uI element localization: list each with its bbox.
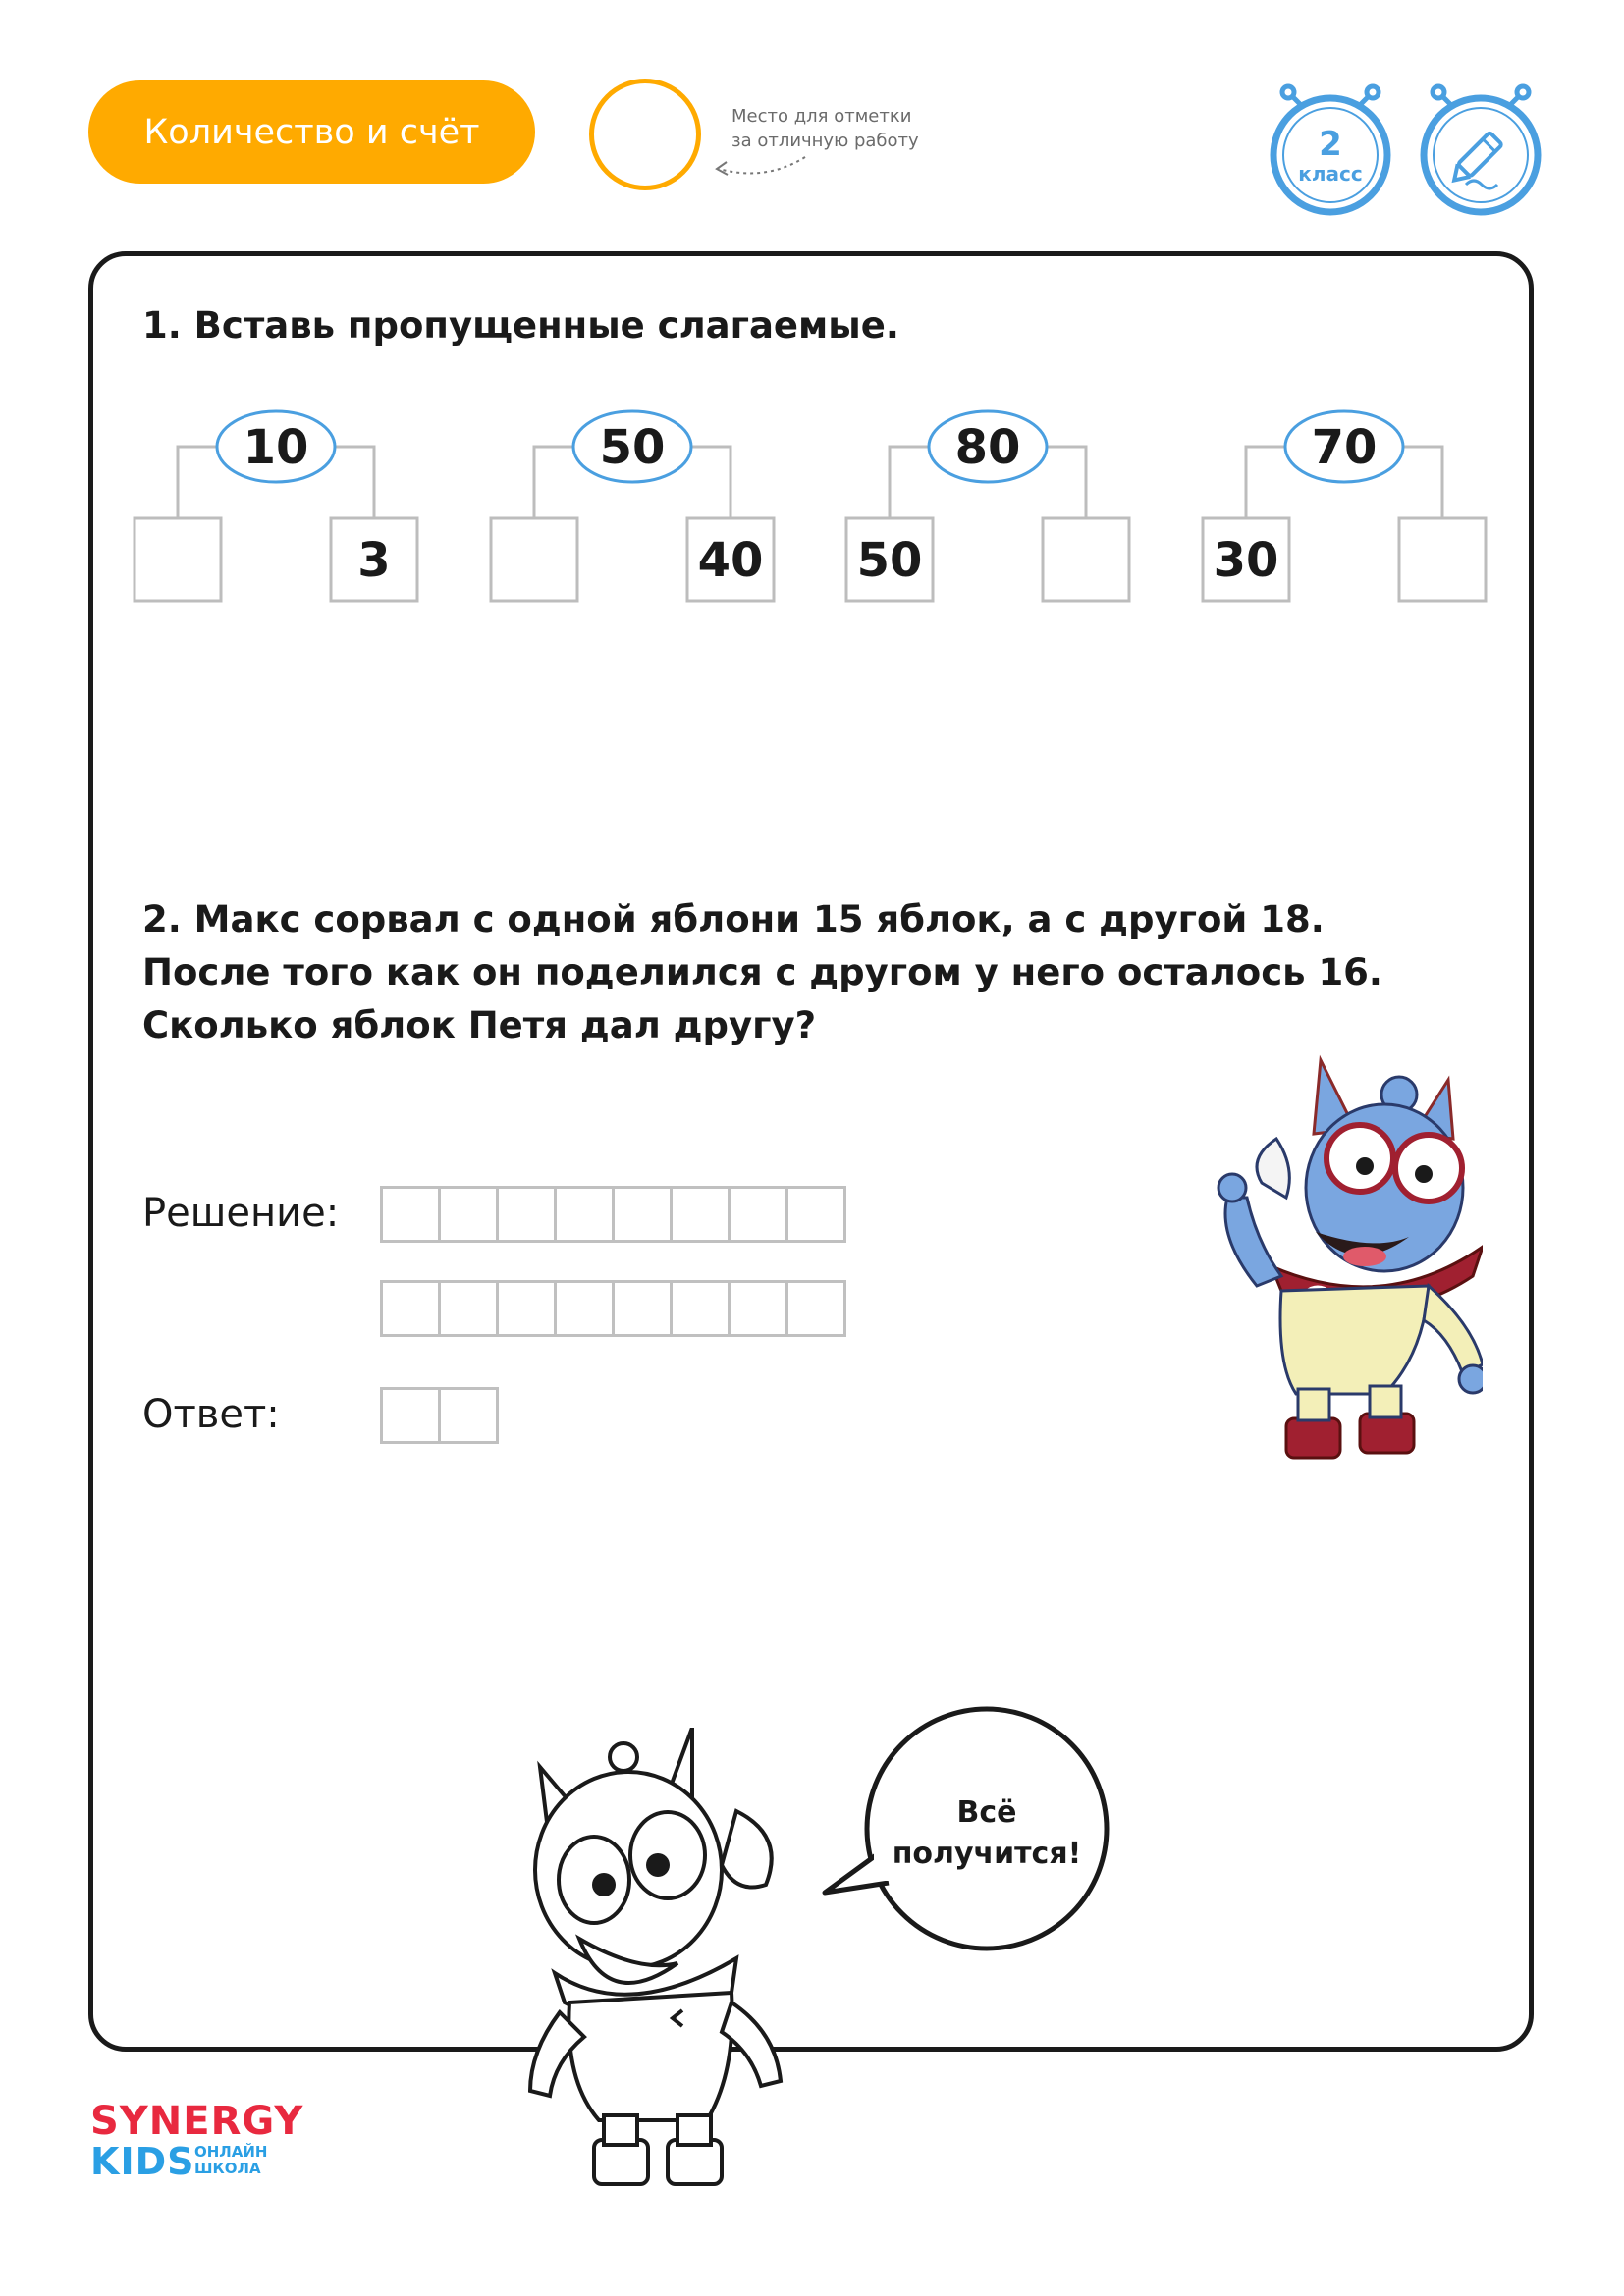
- task1-title: 1. Вставь пропущенные слагаемые.: [142, 304, 899, 347]
- grade-number: 2: [1319, 125, 1342, 164]
- addend-box-right[interactable]: [1399, 518, 1486, 601]
- logo-sub2: ШКОЛА: [194, 2160, 261, 2177]
- logo-synergy: SYNERGY: [90, 2099, 304, 2144]
- tree-total: 80: [954, 420, 1021, 475]
- addend-box-left[interactable]: [491, 518, 577, 601]
- solution-label: Решение:: [142, 1191, 340, 1236]
- rhino-mascot-color: [1188, 1041, 1483, 1472]
- answer-cell[interactable]: [380, 1387, 441, 1444]
- addend-value-right: 3: [357, 533, 391, 588]
- addend-value-left: 30: [1213, 533, 1279, 588]
- answer-cell[interactable]: [438, 1387, 499, 1444]
- solution-cell[interactable]: [785, 1186, 846, 1243]
- answer-label: Ответ:: [142, 1392, 280, 1437]
- mark-note-line1: Место для отметки: [731, 106, 912, 127]
- solution-cell[interactable]: [728, 1280, 788, 1337]
- task2-line2: После того как он поделился с другом у него осталось 16.: [142, 951, 1382, 993]
- addend-value-left: 50: [856, 533, 923, 588]
- solution-cell[interactable]: [728, 1186, 788, 1243]
- solution-cell[interactable]: [612, 1280, 673, 1337]
- solution-cell[interactable]: [554, 1186, 615, 1243]
- tree-total: 10: [243, 420, 309, 475]
- solution-cell[interactable]: [612, 1186, 673, 1243]
- solution-cell[interactable]: [670, 1280, 731, 1337]
- number-tree: [491, 411, 774, 601]
- solution-cell[interactable]: [785, 1280, 846, 1337]
- task2-line3: Сколько яблок Петя дал другу?: [142, 1004, 817, 1046]
- addend-value-right: 40: [697, 533, 764, 588]
- number-trees: [0, 0, 1624, 687]
- addend-box-left[interactable]: [135, 518, 221, 601]
- addend-box-right[interactable]: [1043, 518, 1129, 601]
- task2-line1: 2. Макс сорвал с одной яблони 15 яблок, а с другой 18.: [142, 898, 1325, 940]
- logo-sub1: ОНЛАЙН: [194, 2143, 268, 2161]
- task2-text: [142, 893, 1382, 1052]
- number-tree: [846, 411, 1129, 601]
- number-trees-svg: [0, 0, 1624, 687]
- logo-subtitle: [194, 2144, 267, 2177]
- solution-grid-row2[interactable]: [380, 1280, 843, 1337]
- solution-cell[interactable]: [380, 1280, 441, 1337]
- solution-grid-row1[interactable]: [380, 1186, 843, 1243]
- solution-cell[interactable]: [554, 1280, 615, 1337]
- topic-label: Количество и счёт: [88, 80, 535, 184]
- tree-total: 70: [1311, 420, 1378, 475]
- speech-line2: получится!: [892, 1837, 1082, 1871]
- solution-cell[interactable]: [496, 1280, 557, 1337]
- solution-cell[interactable]: [670, 1186, 731, 1243]
- tree-total: 50: [599, 420, 666, 475]
- rhino-mascot-outline: [511, 1728, 835, 2199]
- answer-grid[interactable]: [380, 1387, 496, 1444]
- solution-cell[interactable]: [496, 1186, 557, 1243]
- number-tree: [1203, 411, 1486, 601]
- solution-cell[interactable]: [380, 1186, 441, 1243]
- logo-kids: KIDS: [90, 2140, 195, 2183]
- mark-note-line2: за отличную работу: [731, 131, 919, 151]
- speech-bubble-text: [864, 1792, 1110, 1875]
- solution-cell[interactable]: [438, 1280, 499, 1337]
- speech-line1: Всё: [956, 1795, 1017, 1830]
- grade-word: класс: [1298, 162, 1363, 186]
- solution-cell[interactable]: [438, 1186, 499, 1243]
- number-tree: [135, 411, 417, 601]
